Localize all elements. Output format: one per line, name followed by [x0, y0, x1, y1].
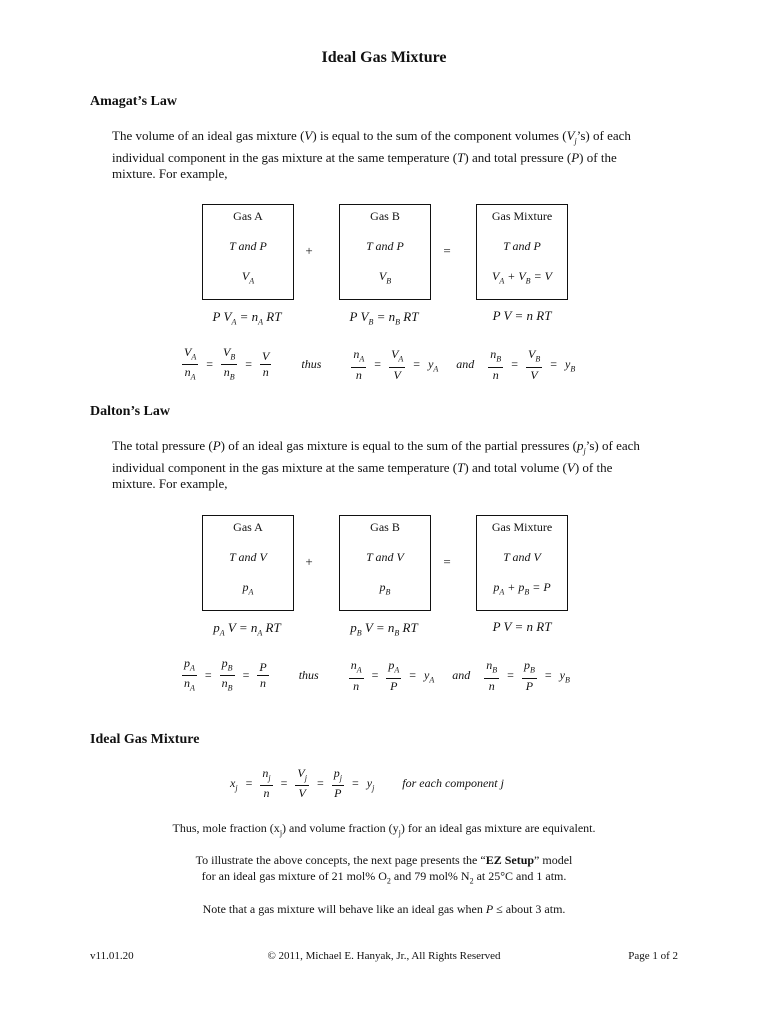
gas-a-box: Gas A T and P $V_A$ — [202, 204, 294, 300]
ez-setup-conditions: for an ideal gas mixture of 21 mol% $O_2$ and 79 mol% $N_2$ at 25°C and 1 atm. — [201, 869, 567, 886]
gas-mixture-box-dalton: Gas Mixture T and V $p_A + p_B = P$ — [476, 515, 568, 611]
dalton-fraction-equation: $\frac{p_A}{n_A}$ = $\frac{p_B}{n_B}$ = $\frac{P}{n}$ thus $\frac{n_A}{n}$ = $\frac{p_A}{P}$ = $y_A$ and $\frac{n_B}{n}$ = $\frac{p_B}{P}$ = $y_B$ — [184, 656, 570, 693]
gas-mixture-box: Gas Mixture T and P $V_A + V_B = V$ — [476, 204, 568, 300]
footer-version: v11.01.20 — [90, 950, 134, 962]
partial-pressure-eq-a: $p_A$ $V = n_A$ RT — [213, 620, 281, 638]
partial-pressure-eq-b: $p_B$ $V = n_B$ RT — [350, 620, 418, 638]
equivalence-statement: Thus, mole fraction $(x_j)$ and volume fraction $(y_j)$ for an ideal gas mixture are equivalent. — [172, 821, 596, 838]
ez-setup-intro: To illustrate the above concepts, the next page presents the “EZ Setup” model — [195, 853, 573, 867]
page-title: Ideal Gas Mixture — [321, 49, 447, 66]
amagat-fraction-equation: $\frac{V_A}{n_A}$ = $\frac{V_B}{n_B}$ = $\frac{V}{n}$ thus $\frac{n_A}{n}$ = $\frac{V_A}{V}$ = $y_A$ and $\frac{n_B}{n}$ = $\frac{V_B}{V}$ = $y_B$ — [184, 345, 576, 382]
dalton-heading: Dalton’s Law — [90, 404, 170, 419]
ideal-gas-eq-a: P $V_A = n_A$ RT — [212, 309, 282, 327]
dalton-paragraph: The total pressure (P) of an ideal gas mixture is equal to the sum of the partial pressures $(p_j’s)$ of each individual component in the gas mixture at the same temperature (T) and total volume (V) of the mixture. For example, — [112, 438, 640, 491]
equals-sign: = — [443, 243, 451, 258]
equals-sign-dalton: = — [443, 554, 451, 569]
ideal-gas-note: Note that a gas mixture will behave like an ideal gas when P ≤ about 3 atm. — [202, 902, 566, 916]
ideal-gas-eq-mixture: P V = n RT — [492, 308, 552, 323]
plus-sign-dalton: + — [305, 554, 313, 569]
amagat-paragraph: The volume of an ideal gas mixture (V) is equal to the sum of the component volumes $(V_j’s)$ of each individual component in the gas mixture at the same temperature (T) and total pressure (P) of the mixture. For example, — [112, 128, 631, 181]
gas-a-box-dalton: Gas A T and V $p_A$ — [202, 515, 294, 611]
mole-fraction-equation: $x_j$ = $\frac{n_j}{n}$ = $\frac{V_j}{V}$ = $\frac{p_j}{P}$ = $y_j$ for each component j — [230, 766, 504, 801]
amagat-heading: Amagat’s Law — [90, 94, 177, 109]
ideal-gas-eq-b: P $V_B = n_B$ RT — [349, 309, 419, 327]
partial-pressure-eq-mixture: P V = n RT — [492, 619, 552, 634]
plus-sign: + — [305, 243, 313, 258]
gas-b-box-dalton: Gas B T and V $p_B$ — [339, 515, 431, 611]
ideal-mixture-heading: Ideal Gas Mixture — [90, 732, 200, 747]
footer-page-number: Page 1 of 2 — [628, 950, 678, 962]
footer-copyright: © 2011, Michael E. Hanyak, Jr., All Rights Reserved — [267, 950, 501, 962]
gas-b-box: Gas B T and P $V_B$ — [339, 204, 431, 300]
